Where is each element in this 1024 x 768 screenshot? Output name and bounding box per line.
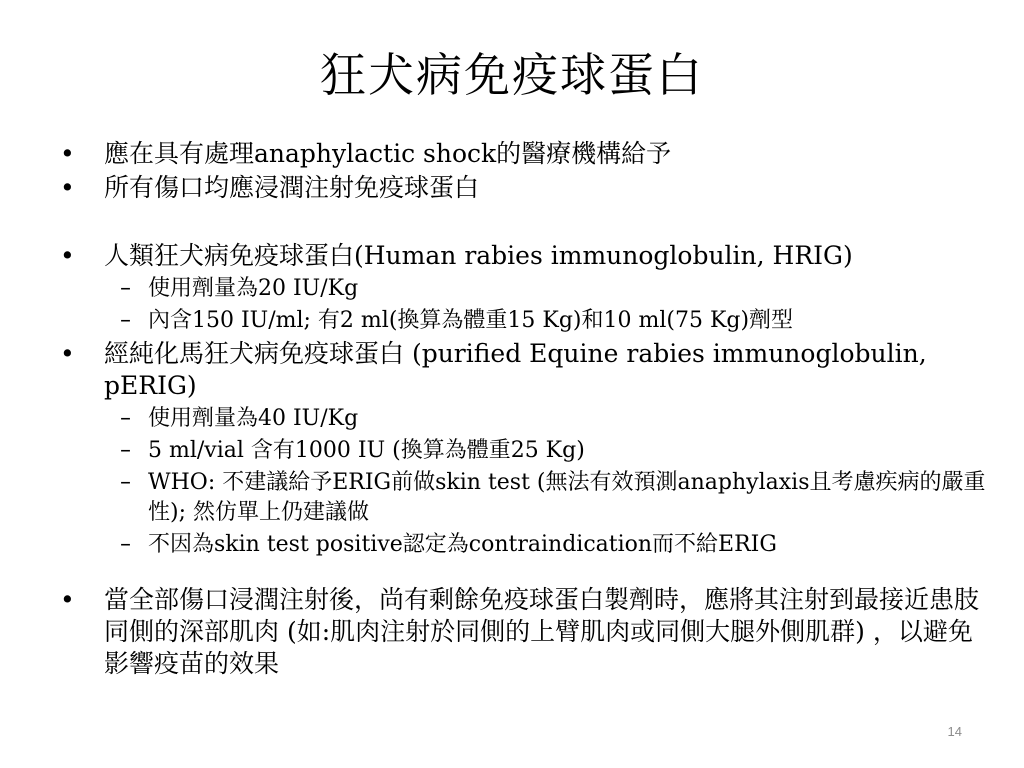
dash-icon: – bbox=[120, 532, 131, 557]
bullet-item bbox=[60, 172, 990, 204]
bullet-icon: • bbox=[60, 139, 75, 168]
sub-bullet-text: 不因為skin test positive認定為contraindication而不給ERIG bbox=[148, 532, 777, 557]
bullet-text: 經純化馬狂犬病免疫球蛋白 (purified Equine rabies immunoglobulin, pERIG) bbox=[104, 339, 927, 400]
bullet-icon: • bbox=[60, 585, 75, 614]
bullet-text: 應在具有處理anaphylactic shock的醫療機構給予 bbox=[104, 139, 672, 168]
bullet-icon: • bbox=[60, 339, 75, 368]
sub-bullet-item bbox=[60, 468, 990, 528]
sub-bullet-text: 使用劑量為20 IU/Kg bbox=[148, 276, 359, 301]
dash-icon: – bbox=[120, 276, 131, 301]
sub-bullet-text: WHO: 不建議給予ERIG前做skin test (無法有效預測anaphylaxis且考慮疾病的嚴重性); 然仿單上仍建議做 bbox=[148, 470, 986, 525]
spacer bbox=[60, 562, 990, 584]
sub-bullet-text: 使用劑量為40 IU/Kg bbox=[148, 406, 359, 431]
bullet-text: 所有傷口均應浸潤注射免疫球蛋白 bbox=[104, 173, 480, 202]
bullet-item bbox=[60, 240, 990, 272]
dash-icon: – bbox=[120, 438, 131, 463]
bullet-text: 當全部傷口浸潤注射後，尚有剩餘免疫球蛋白製劑時，應將其注射到最接近患肢同側的深部肌肉 (如:肌肉注射於同側的上臂肌肉或同側大腿外側肌群) ，以避免影響疫苗的效果 bbox=[104, 585, 980, 678]
sub-bullet-text: 內含150 IU/ml; 有2 ml(換算為體重15 Kg)和10 ml(75 Kg)劑型 bbox=[148, 308, 794, 333]
sub-bullet-item bbox=[60, 274, 990, 304]
bullet-icon: • bbox=[60, 173, 75, 202]
bullet-item bbox=[60, 584, 990, 680]
slide-content bbox=[60, 138, 990, 682]
bullet-text: 人類狂犬病免疫球蛋白(Human rabies immunoglobulin, HRIG) bbox=[104, 241, 853, 270]
sub-bullet-item bbox=[60, 306, 990, 336]
dash-icon: – bbox=[120, 308, 131, 333]
spacer bbox=[60, 206, 990, 240]
slide-title: 狂犬病免疫球蛋白 bbox=[320, 48, 704, 102]
sub-bullet-item bbox=[60, 436, 990, 466]
page-number: 14 bbox=[947, 724, 962, 739]
sub-bullet-item bbox=[60, 530, 990, 560]
dash-icon: – bbox=[120, 470, 131, 495]
sub-bullet-text: 5 ml/vial 含有1000 IU (換算為體重25 Kg) bbox=[148, 438, 585, 463]
dash-icon: – bbox=[120, 406, 131, 431]
bullet-item bbox=[60, 138, 990, 170]
bullet-icon: • bbox=[60, 241, 75, 270]
sub-bullet-item bbox=[60, 404, 990, 434]
bullet-item bbox=[60, 338, 990, 402]
